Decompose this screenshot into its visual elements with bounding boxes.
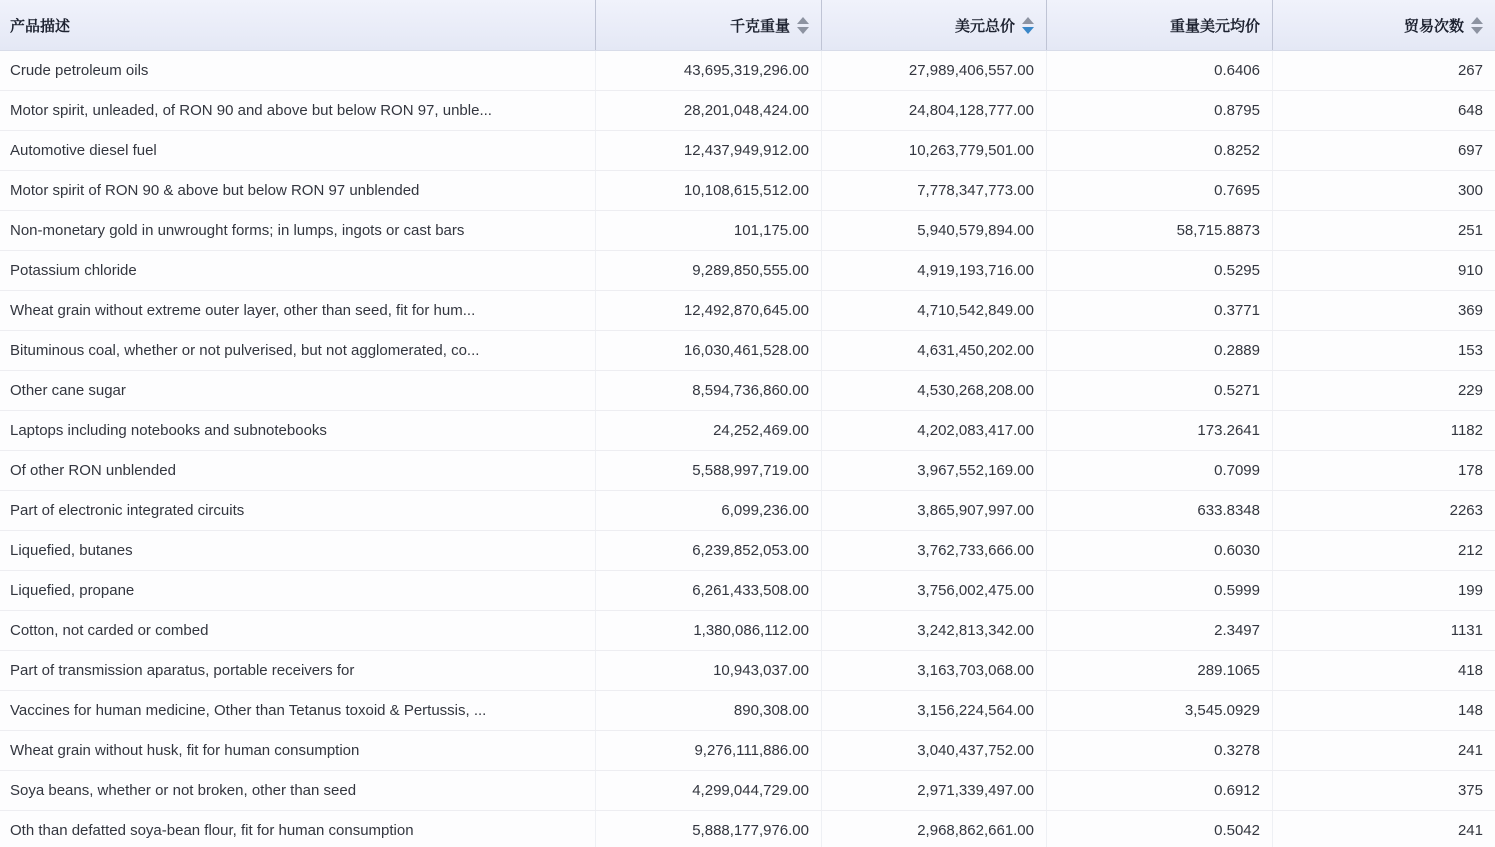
cell-avg-usd-per-weight: 173.2641: [1046, 411, 1272, 450]
table-header-row: [0, 0, 1495, 51]
table-row: [0, 171, 1495, 211]
cell-kg-weight: 10,943,037.00: [595, 651, 821, 690]
cell-product-description: Part of electronic integrated circuits: [10, 502, 245, 519]
column-header-usd-total[interactable]: [821, 0, 1046, 50]
cell-avg-usd-per-weight: 0.5999: [1046, 571, 1272, 610]
cell-usd-total: 5,940,579,894.00: [821, 211, 1046, 250]
table-row: [0, 651, 1495, 691]
cell-trade-count: 697: [1272, 131, 1495, 170]
cell-product-description: Liquefied, butanes: [10, 542, 133, 559]
cell-usd-total: 7,778,347,773.00: [821, 171, 1046, 210]
cell-trade-count: 267: [1272, 51, 1495, 90]
cell-trade-count: 148: [1272, 691, 1495, 730]
cell-usd-total: 4,530,268,208.00: [821, 371, 1046, 410]
table-row: [0, 811, 1495, 847]
cell-product-description: Motor spirit of RON 90 & above but below RON 97 unblended: [10, 182, 420, 199]
cell-product-description: Liquefied, propane: [10, 582, 135, 599]
cell-avg-usd-per-weight: 0.3278: [1046, 731, 1272, 770]
column-header-avg-usd-per-weight: [1046, 0, 1272, 50]
table-row: [0, 371, 1495, 411]
table-row: [0, 451, 1495, 491]
cell-product-description: Cotton, not carded or combed: [10, 622, 209, 639]
cell-kg-weight: 10,108,615,512.00: [595, 171, 821, 210]
table-row: [0, 291, 1495, 331]
cell-usd-total: 4,631,450,202.00: [821, 331, 1046, 370]
cell-trade-count: 241: [1272, 811, 1495, 847]
cell-kg-weight: 9,289,850,555.00: [595, 251, 821, 290]
cell-usd-total: 27,989,406,557.00: [821, 51, 1046, 90]
cell-kg-weight: 4,299,044,729.00: [595, 771, 821, 810]
column-header-label: 重量美元均价: [1169, 17, 1260, 35]
table-row: [0, 91, 1495, 131]
cell-usd-total: 3,865,907,997.00: [821, 491, 1046, 530]
cell-avg-usd-per-weight: 0.8252: [1046, 131, 1272, 170]
cell-trade-count: 178: [1272, 451, 1495, 490]
sort-desc-arrow-icon[interactable]: [1022, 27, 1034, 34]
column-header-label: 产品描述: [10, 17, 71, 35]
cell-kg-weight: 6,099,236.00: [595, 491, 821, 530]
cell-trade-count: 2263: [1272, 491, 1495, 530]
cell-kg-weight: 1,380,086,112.00: [595, 611, 821, 650]
cell-usd-total: 3,756,002,475.00: [821, 571, 1046, 610]
table-body: [0, 51, 1495, 847]
cell-kg-weight: 5,888,177,976.00: [595, 811, 821, 847]
cell-kg-weight: 101,175.00: [595, 211, 821, 250]
column-header-trade-count[interactable]: [1272, 0, 1495, 50]
cell-product-description: Of other RON unblended: [10, 462, 176, 479]
cell-usd-total: 3,156,224,564.00: [821, 691, 1046, 730]
cell-avg-usd-per-weight: 58,715.8873: [1046, 211, 1272, 250]
cell-trade-count: 1182: [1272, 411, 1495, 450]
table-row: [0, 251, 1495, 291]
cell-trade-count: 241: [1272, 731, 1495, 770]
cell-avg-usd-per-weight: 0.6912: [1046, 771, 1272, 810]
table-row: [0, 571, 1495, 611]
cell-product-description: Other cane sugar: [10, 382, 126, 399]
cell-trade-count: 212: [1272, 531, 1495, 570]
cell-trade-count: 369: [1272, 291, 1495, 330]
cell-avg-usd-per-weight: 0.7099: [1046, 451, 1272, 490]
table-row: [0, 531, 1495, 571]
cell-trade-count: 375: [1272, 771, 1495, 810]
cell-trade-count: 1131: [1272, 611, 1495, 650]
cell-trade-count: 910: [1272, 251, 1495, 290]
table-row: [0, 691, 1495, 731]
cell-kg-weight: 24,252,469.00: [595, 411, 821, 450]
cell-usd-total: 4,202,083,417.00: [821, 411, 1046, 450]
sort-icon[interactable]: [1471, 17, 1483, 34]
cell-product-description: Vaccines for human medicine, Other than Tetanus toxoid & Pertussis, ...: [10, 702, 487, 719]
table-row: [0, 51, 1495, 91]
cell-kg-weight: 43,695,319,296.00: [595, 51, 821, 90]
cell-product-description: Potassium chloride: [10, 262, 137, 279]
cell-kg-weight: 16,030,461,528.00: [595, 331, 821, 370]
cell-trade-count: 251: [1272, 211, 1495, 250]
cell-avg-usd-per-weight: 0.8795: [1046, 91, 1272, 130]
sort-icon[interactable]: [1022, 17, 1034, 34]
cell-usd-total: 10,263,779,501.00: [821, 131, 1046, 170]
table-row: [0, 491, 1495, 531]
cell-usd-total: 24,804,128,777.00: [821, 91, 1046, 130]
cell-usd-total: 3,242,813,342.00: [821, 611, 1046, 650]
cell-kg-weight: 28,201,048,424.00: [595, 91, 821, 130]
cell-kg-weight: 5,588,997,719.00: [595, 451, 821, 490]
cell-kg-weight: 12,492,870,645.00: [595, 291, 821, 330]
cell-avg-usd-per-weight: 633.8348: [1046, 491, 1272, 530]
sort-asc-arrow-icon[interactable]: [1471, 17, 1483, 24]
sort-desc-arrow-icon[interactable]: [1471, 27, 1483, 34]
column-header-label: 贸易次数: [1403, 17, 1464, 35]
table-row: [0, 211, 1495, 251]
column-header-kg-weight[interactable]: [595, 0, 821, 50]
cell-product-description: Laptops including notebooks and subnotebooks: [10, 422, 327, 439]
cell-avg-usd-per-weight: 0.2889: [1046, 331, 1272, 370]
cell-kg-weight: 9,276,111,886.00: [595, 731, 821, 770]
cell-product-description: Part of transmission aparatus, portable receivers for: [10, 662, 355, 679]
cell-kg-weight: 8,594,736,860.00: [595, 371, 821, 410]
cell-product-description: Wheat grain without husk, fit for human consumption: [10, 742, 360, 759]
column-header-product-description: [0, 0, 595, 50]
table-row: [0, 771, 1495, 811]
cell-product-description: Motor spirit, unleaded, of RON 90 and above but below RON 97, unble...: [10, 102, 492, 119]
cell-avg-usd-per-weight: 0.7695: [1046, 171, 1272, 210]
cell-avg-usd-per-weight: 289.1065: [1046, 651, 1272, 690]
cell-avg-usd-per-weight: 0.5271: [1046, 371, 1272, 410]
cell-usd-total: 4,710,542,849.00: [821, 291, 1046, 330]
cell-usd-total: 3,762,733,666.00: [821, 531, 1046, 570]
cell-usd-total: 4,919,193,716.00: [821, 251, 1046, 290]
cell-avg-usd-per-weight: 0.3771: [1046, 291, 1272, 330]
table-row: [0, 611, 1495, 651]
table-row: [0, 731, 1495, 771]
cell-trade-count: 300: [1272, 171, 1495, 210]
cell-product-description: Crude petroleum oils: [10, 62, 149, 79]
cell-usd-total: 2,971,339,497.00: [821, 771, 1046, 810]
cell-usd-total: 2,968,862,661.00: [821, 811, 1046, 847]
cell-usd-total: 3,163,703,068.00: [821, 651, 1046, 690]
cell-product-description: Non-monetary gold in unwrought forms; in lumps, ingots or cast bars: [10, 222, 465, 239]
sort-desc-arrow-icon[interactable]: [797, 27, 809, 34]
cell-avg-usd-per-weight: 0.5295: [1046, 251, 1272, 290]
sort-icon[interactable]: [797, 17, 809, 34]
cell-kg-weight: 6,239,852,053.00: [595, 531, 821, 570]
cell-usd-total: 3,967,552,169.00: [821, 451, 1046, 490]
cell-trade-count: 229: [1272, 371, 1495, 410]
column-header-label: 千克重量: [729, 17, 790, 35]
cell-kg-weight: 6,261,433,508.00: [595, 571, 821, 610]
sort-asc-arrow-icon[interactable]: [797, 17, 809, 24]
cell-avg-usd-per-weight: 0.5042: [1046, 811, 1272, 847]
cell-usd-total: 3,040,437,752.00: [821, 731, 1046, 770]
table-row: [0, 331, 1495, 371]
cell-avg-usd-per-weight: 0.6030: [1046, 531, 1272, 570]
cell-avg-usd-per-weight: 3,545.0929: [1046, 691, 1272, 730]
sort-asc-arrow-icon[interactable]: [1022, 17, 1034, 24]
table-row: [0, 131, 1495, 171]
cell-kg-weight: 890,308.00: [595, 691, 821, 730]
cell-product-description: Wheat grain without extreme outer layer, other than seed, fit for hum...: [10, 302, 476, 319]
cell-product-description: Soya beans, whether or not broken, other than seed: [10, 782, 357, 799]
cell-trade-count: 648: [1272, 91, 1495, 130]
column-header-label: 美元总价: [954, 17, 1015, 35]
cell-product-description: Automotive diesel fuel: [10, 142, 157, 159]
cell-product-description: Oth than defatted soya-bean flour, fit for human consumption: [10, 822, 414, 839]
cell-trade-count: 418: [1272, 651, 1495, 690]
cell-avg-usd-per-weight: 2.3497: [1046, 611, 1272, 650]
cell-trade-count: 199: [1272, 571, 1495, 610]
table-row: [0, 411, 1495, 451]
cell-product-description: Bituminous coal, whether or not pulverised, but not agglomerated, co...: [10, 342, 480, 359]
cell-kg-weight: 12,437,949,912.00: [595, 131, 821, 170]
cell-avg-usd-per-weight: 0.6406: [1046, 51, 1272, 90]
cell-trade-count: 153: [1272, 331, 1495, 370]
